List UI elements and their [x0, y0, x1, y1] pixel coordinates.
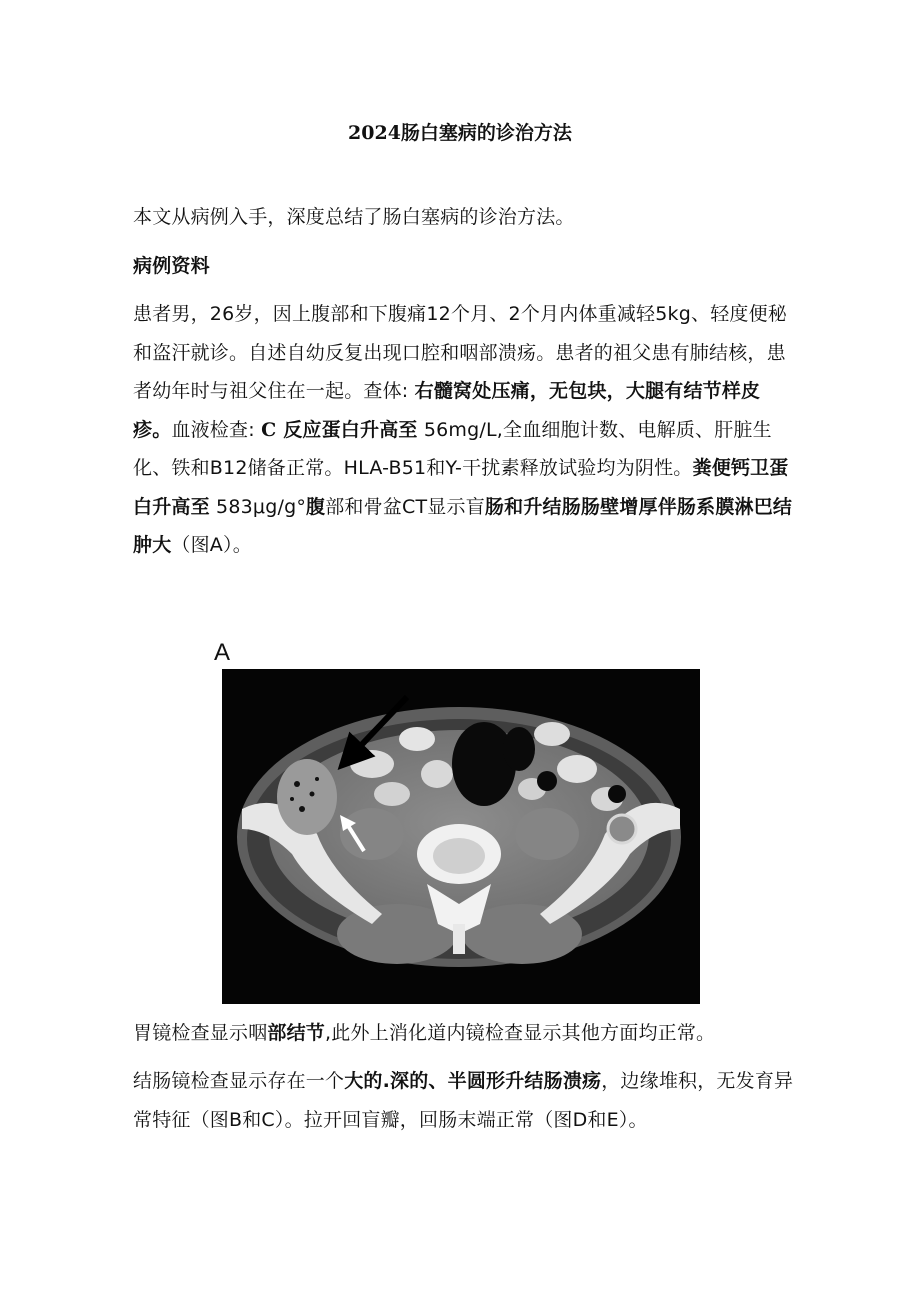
colonoscopy-text-2: ，边缘堆积，无发育异常特征（图B和C）。拉开回盲瓣，回肠末端正常（图D和E）。 [133, 1070, 794, 1131]
case-bold-2b: 反应蛋白升高至 [276, 418, 418, 441]
colonoscopy-bold-1: 大的.深的、半圆形升结肠溃疡 [344, 1070, 602, 1092]
section-heading: 病例资料 [133, 255, 210, 277]
case-text-1: 患者男，26岁，因上腹部和下腹痛12个月、2个月内体重减轻5kg、轻度便秘和盗汗就诊。自述自幼反复出现口腔和咽部溃疡。患者的祖父患有肺结核，患者幼年时与祖父住在一起。查体: [133, 303, 787, 402]
case-text-5: 部和骨盆CT显示盲 [325, 495, 485, 518]
gastroscopy-text-1: 胃镜检查显示咽 [133, 1022, 268, 1044]
colonoscopy-text-1: 结肠镜检查显示存在一个 [133, 1070, 345, 1092]
gastroscopy-text-2: ,此外上消化道内镜检查显示其他方面均正常。 [325, 1022, 716, 1044]
case-text-2: 血液检查: [171, 418, 262, 441]
case-bold-2a: C [261, 418, 277, 441]
figure-label: A [214, 639, 231, 666]
case-bold-3: 粪便钙卫蛋白升高至 [133, 457, 789, 518]
intro-paragraph: 本文从病例入手，深度总结了肠白塞病的诊治方法。 [133, 206, 575, 228]
case-bold-1: 右髓窝处压痛，无包块，大腿有结节样皮疹。 [133, 380, 761, 441]
page-title: 2024肠白塞病的诊治方法 [348, 122, 572, 144]
case-text-6: （图A）。 [171, 534, 252, 556]
gastroscopy-bold-1: 部结节 [267, 1022, 326, 1044]
gastroscopy-paragraph [133, 1014, 798, 1053]
ct-scan-drawing [222, 669, 700, 1004]
case-bold-4: 腹 [306, 495, 326, 518]
ct-scan-image [222, 669, 700, 1004]
colonoscopy-paragraph [133, 1062, 798, 1139]
case-paragraph [133, 295, 798, 565]
case-bold-5: 肠和升结肠肠壁增厚伴肠系膜淋巴结肿大 [133, 495, 793, 556]
case-text-4: 583μg/g° [209, 495, 307, 518]
case-text-3: 56mg/L,全血细胞计数、电解质、肝脏生化、铁和B12储备正常。HLA-B51和Y-干扰素释放试验均为阴性。 [133, 418, 772, 479]
